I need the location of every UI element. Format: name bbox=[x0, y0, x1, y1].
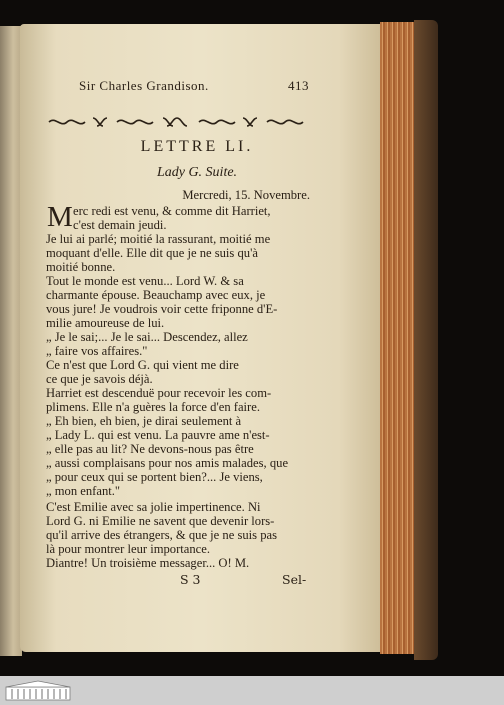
text-line: erc redi est venu, & comme dit Harriet, bbox=[73, 204, 271, 218]
signature-mark: S 3 bbox=[180, 572, 201, 587]
text-line: „ Je le sai;... Je le sai... Descendez, allez bbox=[46, 330, 248, 344]
text-line: „ aussi complaisans pour nos amis malades, que bbox=[46, 456, 289, 470]
text-line: Je lui ai parlé; moitié la rassurant, moitié me bbox=[46, 232, 271, 246]
library-building-icon bbox=[4, 679, 72, 702]
text-line: „ mon enfant." bbox=[46, 484, 121, 498]
text-line: c'est demain jeudi. bbox=[73, 218, 167, 232]
text-line: vous jure! Je voudrois voir cette friponne d'E- bbox=[46, 302, 278, 316]
text-line: là pour montrer leur importance. bbox=[46, 542, 211, 556]
text-line: moquant d'elle. Elle dit que je ne suis qu'à bbox=[46, 246, 258, 260]
drop-cap: M bbox=[47, 201, 73, 233]
page-edges bbox=[380, 22, 416, 654]
text-line: charmante épouse. Beauchamp avec eux, je bbox=[46, 288, 266, 302]
text-line: Tout le monde est venu... Lord W. & sa bbox=[46, 274, 244, 288]
running-head-title: Sir Charles Grandison. bbox=[79, 78, 209, 93]
letter-heading: LETTRE LI. bbox=[140, 138, 254, 155]
text-line: plimens. Elle n'a guères la force d'en faire. bbox=[46, 400, 260, 414]
text-line: „ Lady L. qui est venu. La pauvre ame n'est- bbox=[46, 428, 270, 442]
text-line: milie amoureuse de lui. bbox=[46, 316, 165, 330]
text-line: „ pour ceux qui se portent bien?... Je viens, bbox=[46, 470, 263, 484]
text-line: Harriet est descenduë pour recevoir les com- bbox=[46, 386, 272, 400]
date-line: Mercredi, 15. Novembre. bbox=[182, 188, 310, 202]
ornament-band bbox=[45, 115, 308, 129]
facing-page-edge bbox=[0, 26, 22, 656]
text-line: ce que je savois déjà. bbox=[46, 372, 153, 386]
text-line: Diantre! Un troisième messager... O! M. bbox=[46, 556, 250, 570]
text-line: „ elle pas au lit? Ne devons-nous pas être bbox=[46, 442, 254, 456]
text-line: „ Eh bien, eh bien, je dirai seulement à bbox=[46, 414, 242, 428]
running-head bbox=[75, 78, 309, 96]
page-number: 413 bbox=[288, 78, 309, 93]
book-cover-edge bbox=[414, 20, 438, 660]
text-line: Lord G. ni Emilie ne savent que devenir lors- bbox=[46, 514, 275, 528]
text-line: C'est Emilie avec sa jolie impertinence. Ni bbox=[46, 500, 261, 514]
letter-subheading: Lady G. Suite. bbox=[156, 165, 238, 180]
footer-bar bbox=[0, 676, 504, 705]
text-line: Ce n'est que Lord G. qui vient me dire bbox=[46, 358, 239, 372]
text-line: qu'il arrive des étrangers, & que je ne suis pas bbox=[46, 528, 277, 542]
catchword: Sel- bbox=[282, 572, 307, 587]
text-line: „ faire vos affaires." bbox=[46, 344, 148, 358]
text-line: moitié bonne. bbox=[46, 260, 116, 274]
